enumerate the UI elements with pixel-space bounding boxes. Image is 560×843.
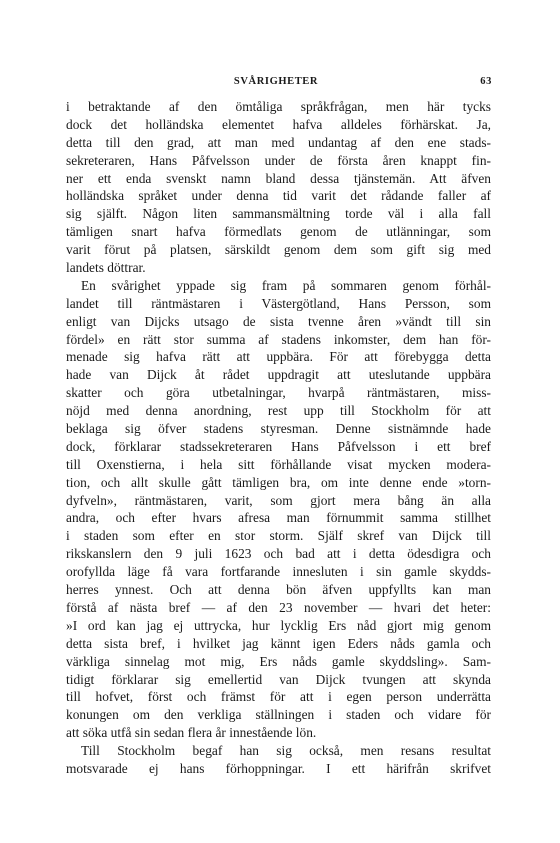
- text-line: till hofvet, först och främst för att i egen person underrätta: [66, 689, 491, 705]
- text-line: till Oxenstierna, i hela sitt förhållande visat mycken modera-: [66, 456, 491, 472]
- text-line: fördel» en rätt stor summa af stadens inkomster, dem han för-: [66, 331, 491, 347]
- text-line: nöjd med denna anordning, rest upp till Stockholm för att: [66, 403, 491, 419]
- text-line: tion, och allt skulle gått tämligen bra, om inte denne ende »torn-: [66, 474, 491, 490]
- text-line: detta sista bref, i hvilket jag kännt igen Eders nåds gamla och: [66, 635, 491, 651]
- text-line: beklaga sig öfver stadens styresman. Denne sistnämnde hade: [66, 421, 491, 437]
- text-line: holländska språket under denna tid varit det rådande faller af: [66, 188, 491, 204]
- page-number: 63: [480, 76, 492, 87]
- running-head: [56, 76, 496, 92]
- paragraph-start-line: Till Stockholm begaf han sig också, men resans resultat: [81, 743, 491, 759]
- text-line: dock det holländska elementet hafva alldeles förhärskat. Ja,: [66, 116, 491, 132]
- running-title: SVÅRIGHETER: [233, 76, 319, 87]
- text-line: andra, och efter hvars afresa man förnummit samma stillhet: [66, 510, 491, 526]
- text-line: konungen om den verkliga ställningen i staden och vidare för: [66, 707, 491, 723]
- text-line: tidigt förklarar sig emellertid van Dijck tvungen att skynda: [66, 671, 491, 687]
- text-line: skatter och göra utbetalningar, hvarpå räntmästaren, miss-: [66, 385, 491, 401]
- text-line: rikskanslern den 9 juli 1623 och bad att i detta ödesdigra och: [66, 546, 491, 562]
- text-line: tämligen snart hafva förmedlats genom de utlänningar, som: [66, 224, 491, 240]
- text-line: hade van Dijck åt rådet uppdragit att uteslutande uppbära: [66, 367, 491, 383]
- text-line: landets döttrar.: [66, 260, 146, 276]
- text-line: att söka utfå sin sedan flera år innestående lön.: [66, 725, 317, 741]
- body-text: [66, 98, 491, 778]
- text-line: detta till den grad, att man med undantag af den ene stads-: [66, 134, 491, 150]
- text-line: i staden som efter en stor storm. Själf skref van Dijck till: [66, 528, 491, 544]
- text-line: i betraktande af den ömtåliga språkfrågan, men här tycks: [66, 99, 491, 114]
- text-line: sekreteraren, Hans Påfvelsson under de första åren knappt fin-: [66, 152, 491, 168]
- text-line: »I ord kan jag ej uttrycka, hur lycklig Ers nåd gjort mig genom: [66, 617, 491, 633]
- text-line: värkliga sinnelag mot mig, Ers nåds gamle skyddsling». Sam-: [66, 653, 491, 669]
- text-line: menade sig hafva rätt att uppbära. För att förebygga detta: [66, 349, 491, 365]
- paragraph-start-line: En svårighet yppade sig fram på sommaren genom förhål-: [81, 277, 491, 293]
- text-line: dock, förklarar stadssekreteraren Hans Påfvelsson i ett bref: [66, 438, 491, 454]
- text-line: dyfveln», räntmästaren, varit, som gjort mera bång än alla: [66, 492, 491, 508]
- text-line: varit förut på platsen, särskildt genom dem som gift sig med: [66, 242, 491, 258]
- text-line: enligt van Dijcks utsago de sista tvenne åren »vändt till sin: [66, 313, 491, 329]
- text-line: sig själft. Någon liten sammansmältning torde väl i alla fall: [66, 206, 491, 222]
- text-line: ner ett enda svenskt namn bland dessa tjänstemän. Att äfven: [66, 170, 491, 186]
- text-line: herres ynnest. Och att denna bön äfven uppfyllts kan man: [66, 582, 491, 598]
- text-line: landet till räntmästaren i Västergötland, Hans Persson, som: [66, 295, 491, 311]
- text-line: motsvarade ej hans förhoppningar. I ett härifrån skrifvet: [66, 760, 491, 776]
- text-line: förstå af nästa bref — af den 23 november — hvari det heter:: [66, 599, 491, 615]
- text-line: orofyllda läge få vara fortfarande innesluten i sin gamle skydds-: [66, 564, 491, 580]
